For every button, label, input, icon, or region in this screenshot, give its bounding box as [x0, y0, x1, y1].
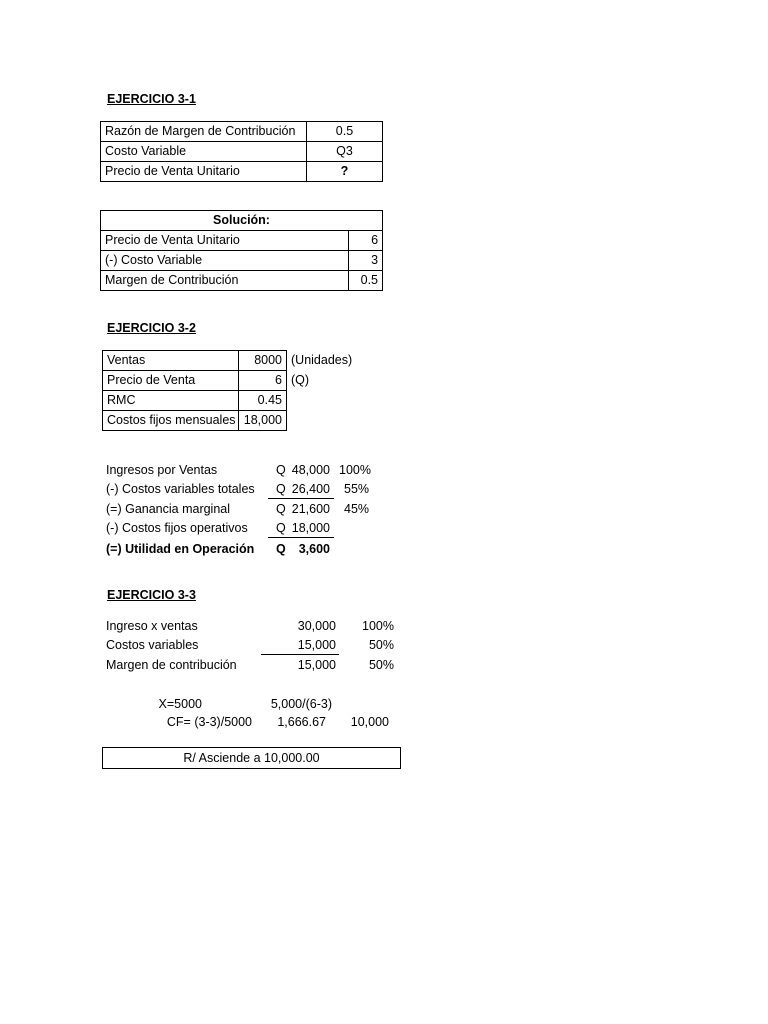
ej2-value-costos-fijos: 18,000	[239, 411, 287, 431]
ej1-label-costo-variable: Costo Variable	[101, 142, 307, 162]
statement-amount: 26,400	[291, 482, 330, 496]
ej1-solucion-table	[100, 210, 383, 291]
calc-left: X=5000	[158, 697, 202, 711]
table-row	[103, 351, 287, 371]
statement-label: (=) Ganancia marginal	[106, 502, 231, 516]
statement-currency: Q	[276, 521, 286, 535]
table-row	[101, 122, 383, 142]
ej3-row-label: Margen de contribución	[106, 658, 237, 672]
table-row	[101, 162, 383, 182]
ej2-value-ventas: 8000	[239, 351, 287, 371]
statement-amount-total: 3,600	[298, 542, 330, 556]
ej3-row-label: Ingreso x ventas	[106, 619, 198, 633]
table-row	[103, 371, 287, 391]
ej1-label-rmc: Razón de Margen de Contribución	[101, 122, 307, 142]
statement-currency: Q	[276, 502, 286, 516]
solucion-header: Solución:	[101, 211, 383, 231]
ej2-label-ventas: Ventas	[103, 351, 239, 371]
table-row	[101, 231, 383, 251]
solucion-value: 6	[349, 231, 383, 251]
ej2-label-costos-fijos: Costos fijos mensuales	[103, 411, 239, 431]
table-row	[101, 271, 383, 291]
ej2-note-q: (Q)	[291, 373, 310, 387]
statement-label: (-) Costos variables totales	[106, 482, 255, 496]
ej3-row-pct: 100%	[362, 619, 394, 633]
ej3-row-pct: 50%	[368, 658, 394, 672]
table-row	[103, 411, 287, 431]
table-row	[101, 142, 383, 162]
statement-amount: 48,000	[291, 463, 330, 477]
ej1-value-precio-venta: ?	[307, 162, 383, 182]
ej1-value-costo-variable: Q3	[307, 142, 383, 162]
ej2-data-table	[102, 350, 287, 431]
statement-currency: Q	[276, 482, 286, 496]
ej3-row-pct: 50%	[368, 638, 394, 652]
statement-label: (-) Costos fijos operativos	[106, 521, 248, 535]
answer-box: R/ Asciende a 10,000.00	[102, 747, 401, 769]
statement-pct: 100%	[339, 463, 371, 477]
table-row	[101, 251, 383, 271]
solucion-label: Precio de Venta Unitario	[101, 231, 349, 251]
calc-left: CF= (3-3)/5000	[166, 715, 252, 729]
ej3-row-amount: 15,000	[297, 638, 336, 652]
solucion-value: 3	[349, 251, 383, 271]
statement-label-total: (=) Utilidad en Operación	[106, 542, 255, 556]
statement-currency: Q	[276, 542, 286, 556]
ej3-row-amount: 30,000	[297, 619, 336, 633]
ej3-title: EJERCICIO 3-3	[107, 588, 196, 602]
ej3-row-amount: 15,000	[297, 658, 336, 672]
ej1-title: EJERCICIO 3-1	[107, 92, 196, 106]
solucion-label: Margen de Contribución	[101, 271, 349, 291]
statement-pct: 45%	[344, 502, 370, 516]
ej1-value-rmc: 0.5	[307, 122, 383, 142]
statement-currency: Q	[276, 463, 286, 477]
ej2-value-rmc: 0.45	[239, 391, 287, 411]
subtotal-line	[261, 654, 339, 655]
ej2-label-precio: Precio de Venta	[103, 371, 239, 391]
calc-right: 10,000	[350, 715, 389, 729]
ej1-label-precio-venta: Precio de Venta Unitario	[101, 162, 307, 182]
statement-pct: 55%	[344, 482, 370, 496]
total-line	[268, 537, 334, 538]
solucion-value: 0.5	[349, 271, 383, 291]
calc-mid: 5,000/(6-3)	[270, 697, 332, 711]
statement-label: Ingresos por Ventas	[106, 463, 218, 477]
solucion-label: (-) Costo Variable	[101, 251, 349, 271]
subtotal-line	[268, 498, 334, 499]
ej2-label-rmc: RMC	[103, 391, 239, 411]
calc-mid: 1,666.67	[277, 715, 326, 729]
ej3-row-label: Costos variables	[106, 638, 199, 652]
ej2-title: EJERCICIO 3-2	[107, 321, 196, 335]
table-row	[101, 211, 383, 231]
statement-amount: 21,600	[291, 502, 330, 516]
ej2-value-precio: 6	[239, 371, 287, 391]
ej1-data-table	[100, 121, 383, 182]
table-row	[103, 391, 287, 411]
statement-amount: 18,000	[291, 521, 330, 535]
ej2-note-unidades: (Unidades)	[291, 353, 353, 367]
